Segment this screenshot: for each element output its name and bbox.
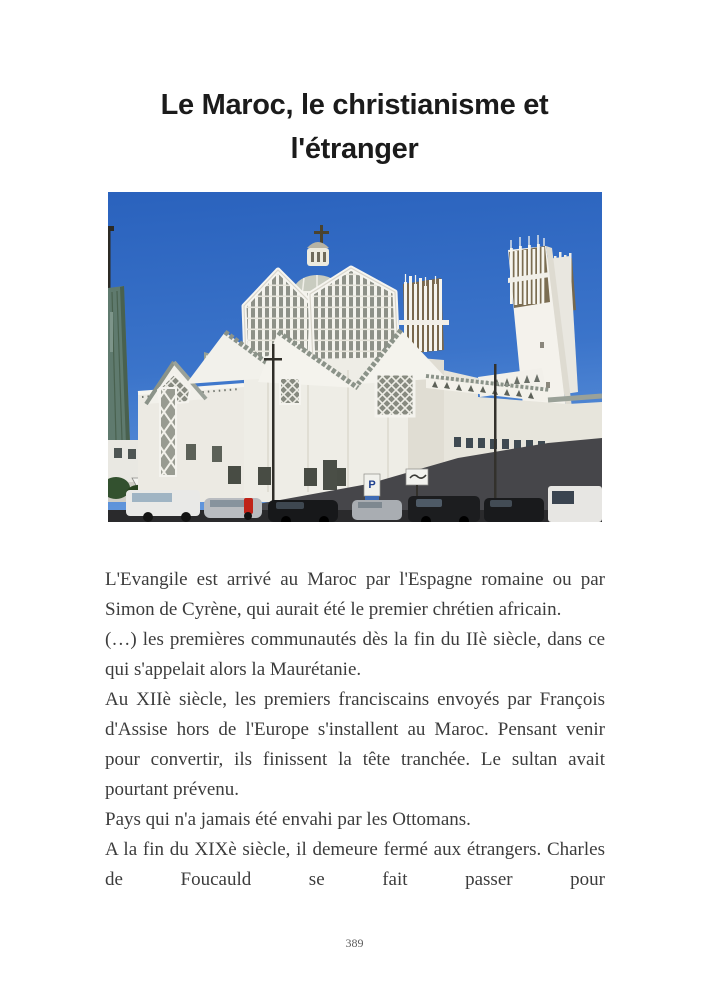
paragraph: Au XIIè siècle, les premiers franciscains envoyés par François d'Assise hors de l'Europe s'installent au Maroc. Pensant venir pour convertir, ils finissent la tête tranchée. Le sultan avait pourtant prévenu. [105, 689, 605, 800]
sign-pole [494, 364, 497, 504]
paragraph: Pays qui n'a jamais été envahi par les Ottomans. [105, 809, 471, 830]
page-title-line2: l'étranger [290, 133, 419, 165]
page-number: 389 [345, 936, 364, 950]
paragraph: A la fin du XIXè siècle, il demeure fermé aux étrangers. Charles de Foucauld se fait passer pour [105, 839, 605, 890]
page-title-line1: Le Maroc, le christianisme et [160, 89, 549, 121]
paragraph: (…) les premières communautés dès la fin du IIè siècle, dans ce qui s'appelait alors la Maurétanie. [105, 629, 605, 680]
cathedral-photo [108, 192, 602, 522]
cathedral-photo-illustration [108, 192, 602, 522]
body-text [105, 565, 605, 895]
paragraph: L'Evangile est arrivé au Maroc par l'Espagne romaine ou par Simon de Cyrène, qui aurait été le premier chrétien africain. [105, 569, 605, 620]
svg-text:P: P [368, 479, 376, 491]
page-title [0, 0, 709, 171]
